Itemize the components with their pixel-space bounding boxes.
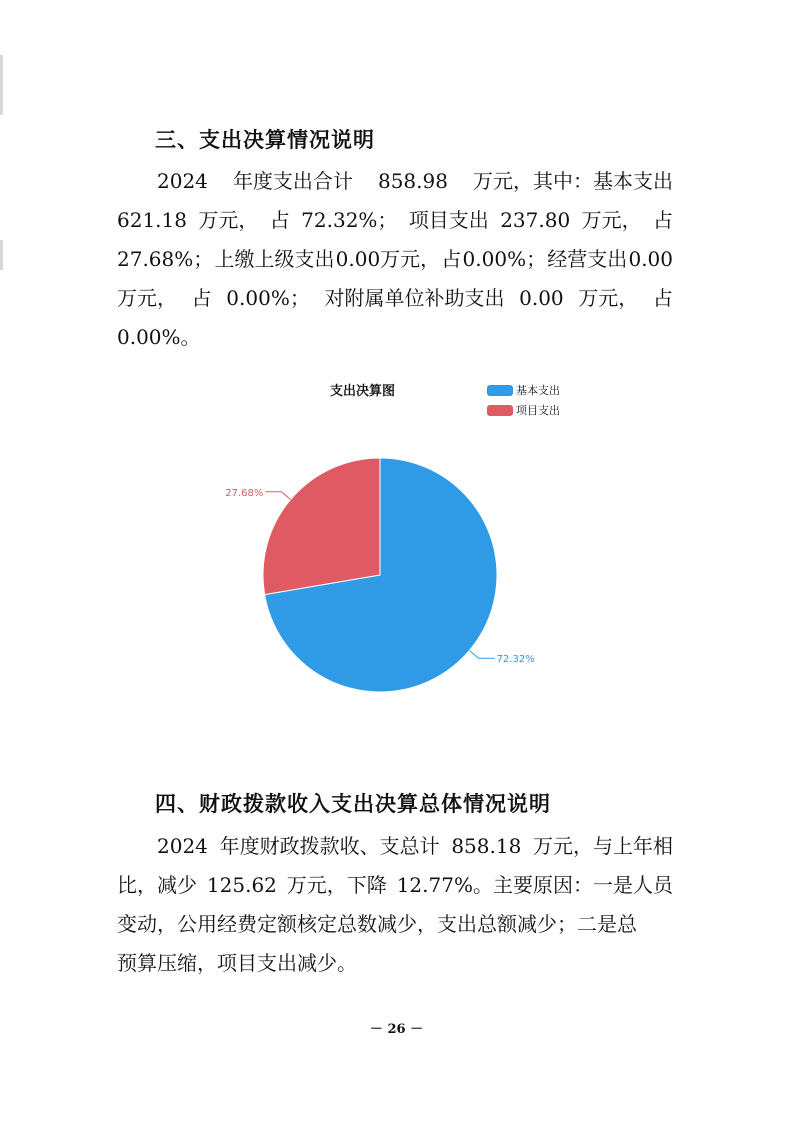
text-token: 项目支出 [408,208,489,232]
text-token: 比，减少 [117,873,197,897]
section-heading-expenditure: 三、支出决算情况说明 [155,128,375,152]
text-line [117,905,673,944]
text-token: 858.98 [377,169,448,193]
text-token: 变动，公用经费定额核定总数减少，支出总额减少；二是总 [117,912,637,936]
leader-line [469,650,494,658]
text-token: 125.62 [206,873,277,897]
text-token: 12.77%。主要原因：一是人员 [396,873,673,897]
text-token: 对附属单位补助支出 [324,286,505,310]
legend-label: 基本支出 [516,384,560,397]
text-token: 占 [191,286,212,310]
text-token: 万元， [581,208,642,232]
paragraph-appropriation [117,827,673,983]
text-token: 万元，其中：基本支出 [472,169,673,193]
text-token: 经营支出 [547,247,628,271]
text-token: 万元， [578,286,639,310]
section-heading-appropriation: 四、财政拨款收入支出决算总体情况说明 [155,792,551,816]
text-token: 237.80 [500,208,571,232]
text-token: 年度财政拨款收、支总计 [219,834,440,858]
chart-title: 支出决算图 [330,384,396,399]
text-token: 占 [269,208,290,232]
legend-label: 项目支出 [516,404,560,417]
text-token: 0.00%； [462,247,547,271]
text-line [117,866,673,905]
text-token: 预算压缩，项目支出减少。 [117,951,357,975]
text-token: 2024 [157,834,208,858]
text-token: 858.18 [451,834,522,858]
pie-slice [263,458,380,595]
text-token: 0.00%。 [117,325,201,349]
data-label: 27.68% [225,487,264,499]
text-token: 上缴上级支出 [214,247,335,271]
text-token: 占 [441,247,462,271]
text-token: 万元，与上年相 [533,834,673,858]
text-token: 0.00%； [226,286,310,310]
page-number: － 26 － [369,1022,424,1037]
text-token: 万元， [198,208,259,232]
text-token: 2024 [157,169,208,193]
text-line [117,944,673,983]
leader-line [265,492,290,500]
text-token: 占 [652,286,673,310]
text-token: 0.00 [628,247,673,271]
text-token: 年度支出合计 [232,169,353,193]
text-token: 占 [652,208,673,232]
text-token: 0.00 [519,286,564,310]
text-line [117,827,673,866]
text-token: 0.00万元， [335,247,441,271]
text-token: 72.32%； [301,208,398,232]
text-token: 621.18 [117,208,187,232]
text-token: 万元，下降 [286,873,387,897]
text-token: 27.68%； [117,247,214,271]
text-token: 万元， [117,286,177,310]
data-label: 72.32% [496,654,535,666]
